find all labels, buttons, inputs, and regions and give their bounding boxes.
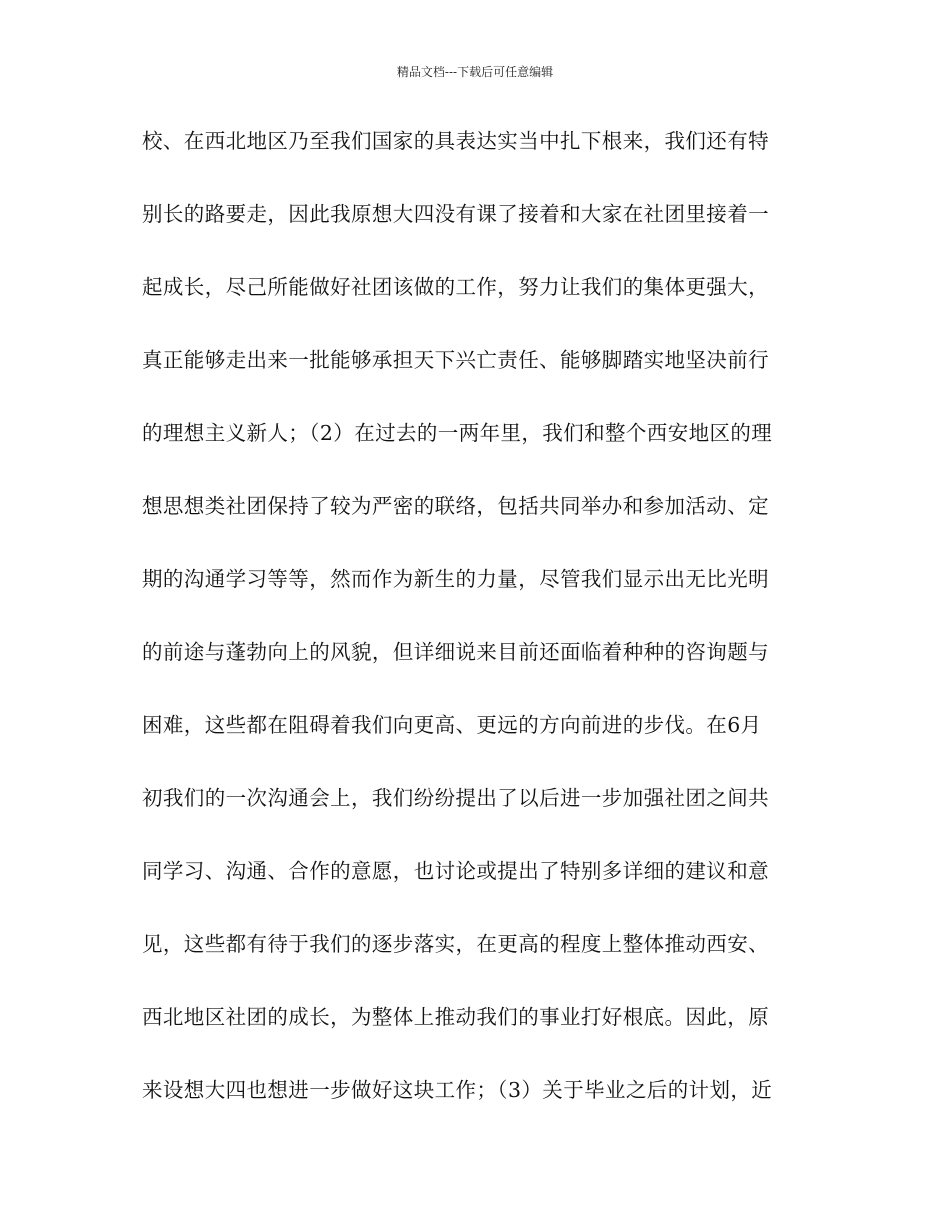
text-line: 的前途与蓬勃向上的风貌，但详细说来目前还面临着种种的咨询题与 bbox=[142, 640, 769, 664]
text-line: 同学习、沟通、合作的意愿，也讨论或提出了特别多详细的建议和意 bbox=[142, 859, 769, 883]
text-line: 别长的路要走，因此我原想大四没有课了接着和大家在社团里接着一 bbox=[142, 202, 769, 226]
text-line: 起成长，尽己所能做好社团该做的工作，努力让我们的集体更强大， bbox=[142, 275, 769, 299]
page-header: 精品文档---下载后可任意编辑 bbox=[396, 65, 554, 79]
text-line: 来设想大四也想进一步做好这块工作；（3）关于毕业之后的计划，近 bbox=[142, 1078, 773, 1102]
text-line: 的理想主义新人；（2）在过去的一两年里，我们和整个西安地区的理 bbox=[142, 421, 773, 445]
text-line: 见，这些都有待于我们的逐步落实，在更高的程度上整体推动西安、 bbox=[142, 932, 769, 956]
text-line: 西北地区社团的成长，为整体上推动我们的事业打好根底。因此，原 bbox=[142, 1005, 769, 1029]
text-line: 期的沟通学习等等，然而作为新生的力量，尽管我们显示出无比光明 bbox=[142, 567, 769, 591]
text-line: 初我们的一次沟通会上，我们纷纷提出了以后进一步加强社团之间共 bbox=[142, 786, 769, 810]
text-line: 真正能够走出来一批能够承担天下兴亡责任、能够脚踏实地坚决前行 bbox=[142, 348, 769, 372]
text-line: 困难，这些都在阻碍着我们向更高、更远的方向前进的步伐。在6月 bbox=[142, 713, 762, 737]
text-line: 想思想类社团保持了较为严密的联络，包括共同举办和参加活动、定 bbox=[142, 494, 769, 518]
body-text bbox=[142, 124, 812, 1146]
text-line: 校、在西北地区乃至我们国家的具表达实当中扎下根来，我们还有特 bbox=[142, 129, 769, 153]
